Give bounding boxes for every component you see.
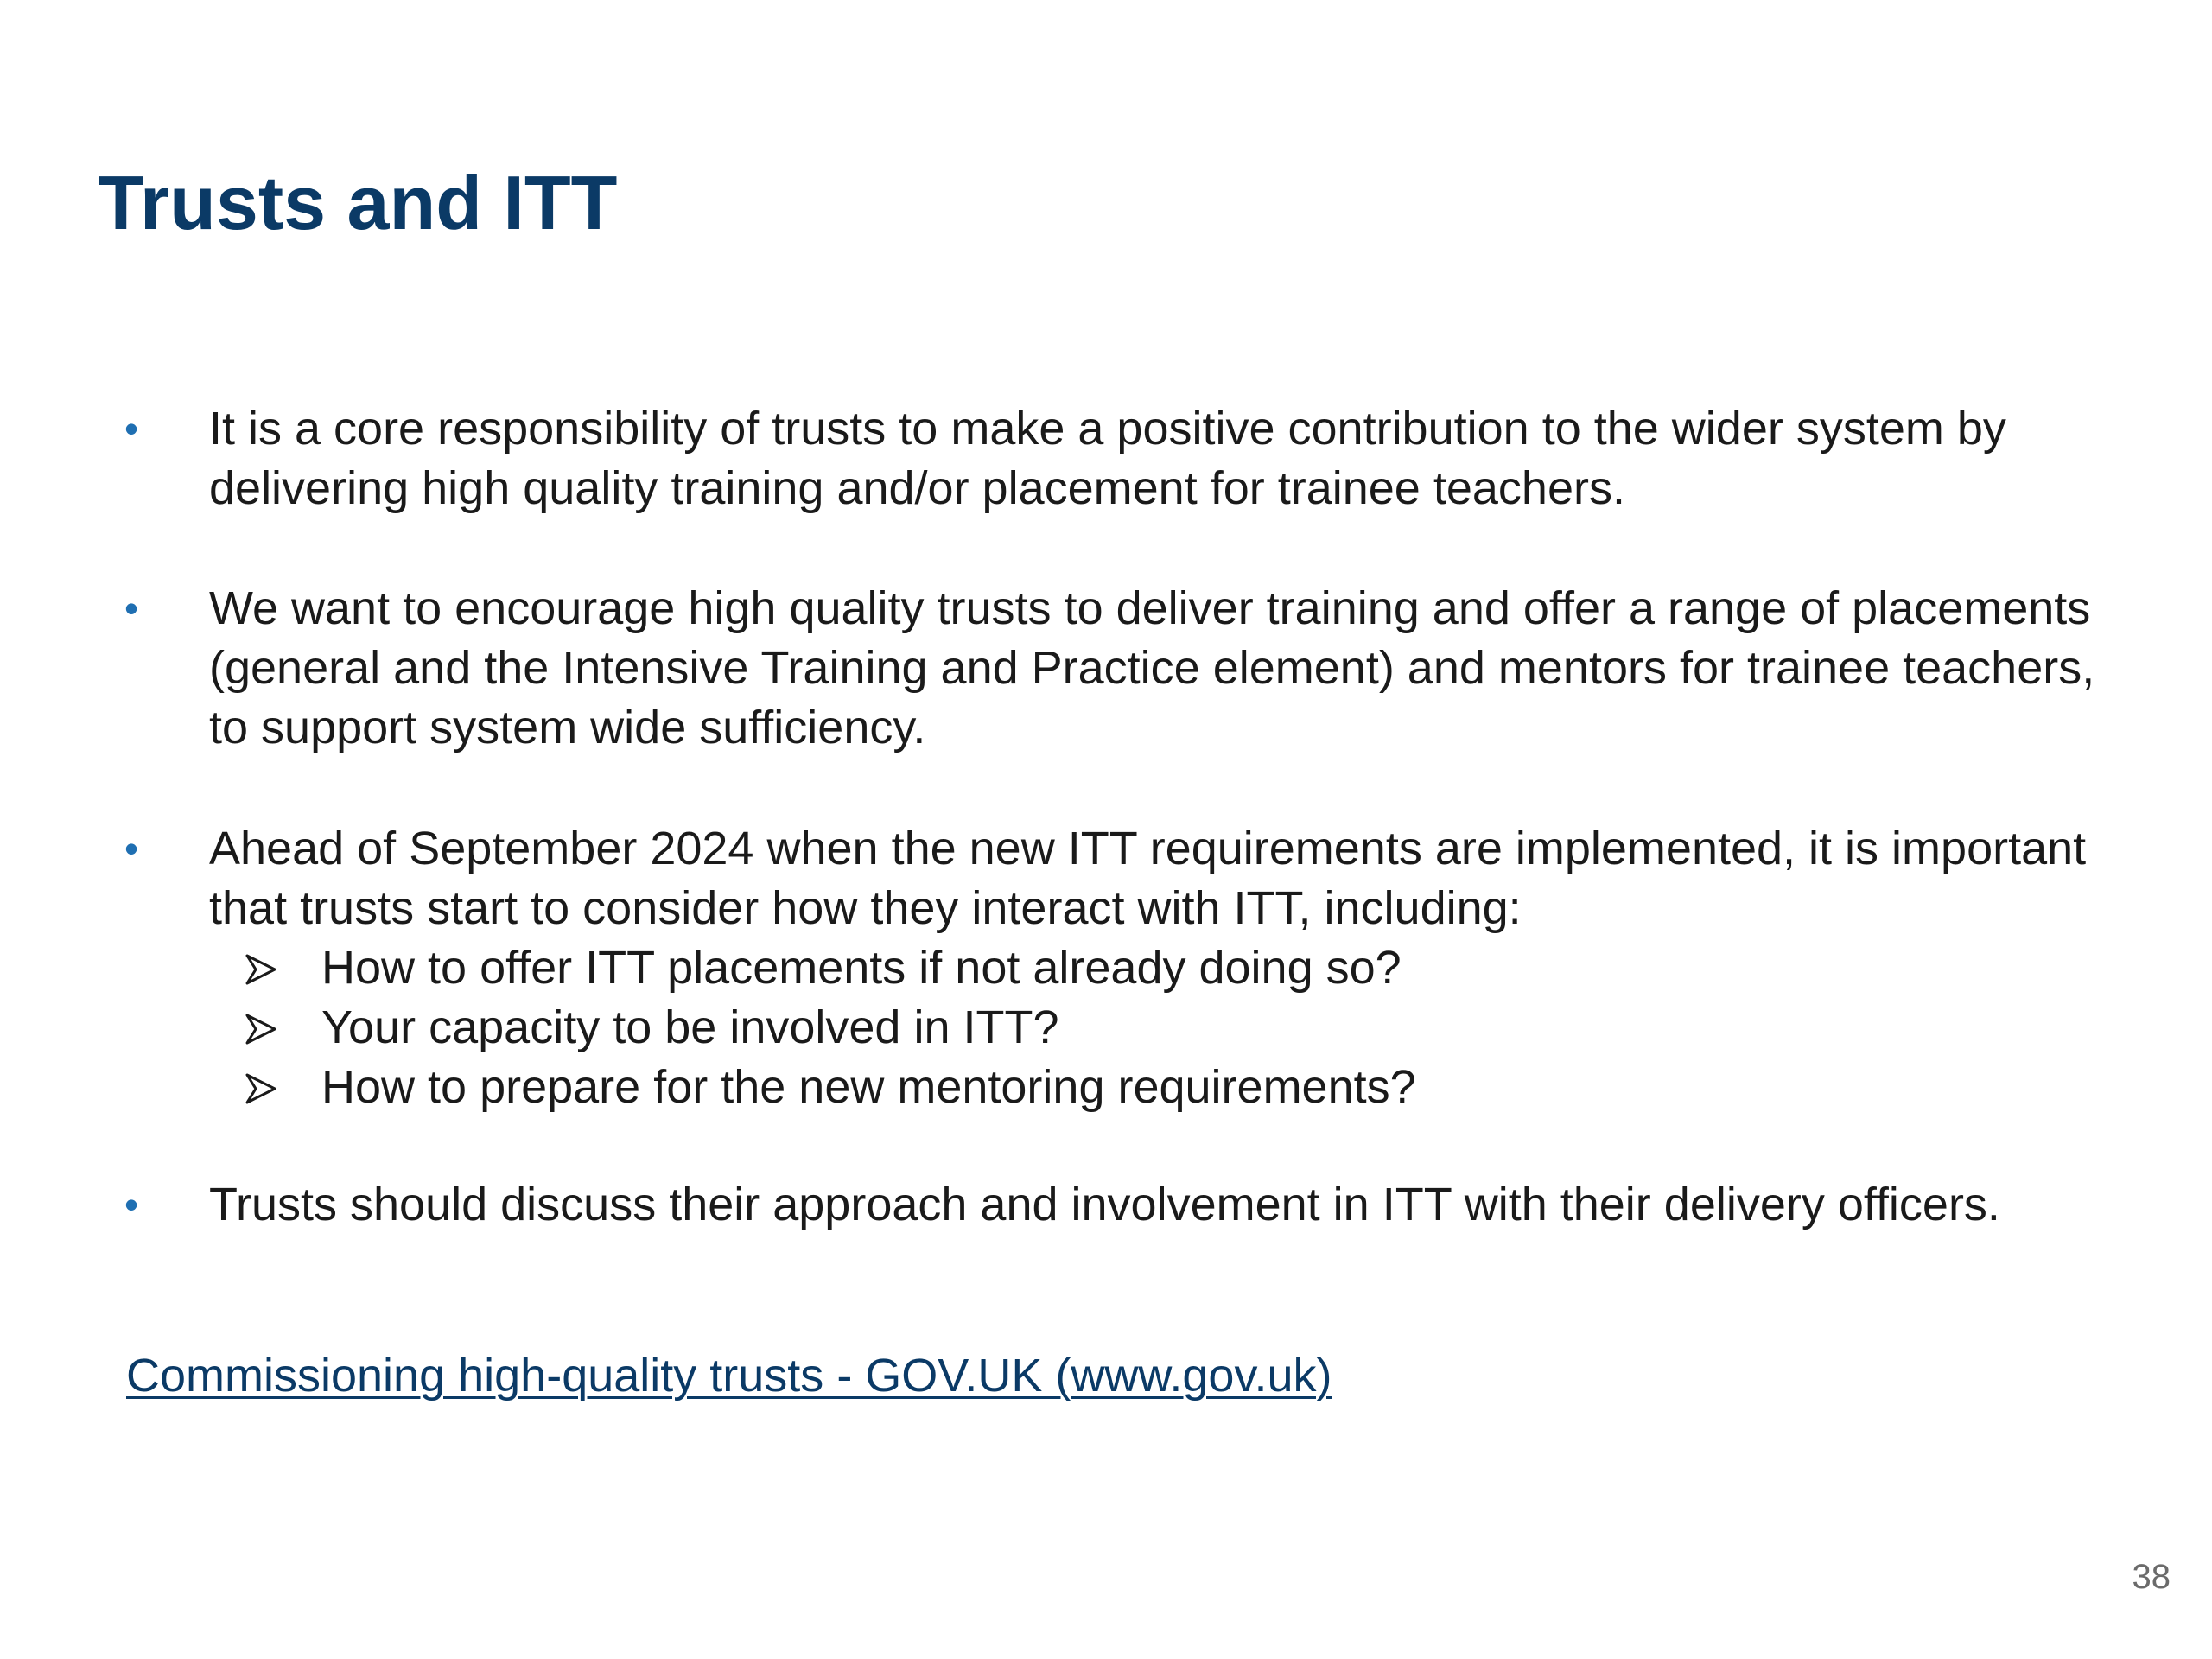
sub-item-text: Your capacity to be involved in ITT? <box>321 1001 1059 1053</box>
arrowhead-icon <box>244 952 278 987</box>
sub-item-text: How to offer ITT placements if not already doing so? <box>321 942 1402 994</box>
bullet-dot-icon: • <box>124 406 139 451</box>
sub-list-item <box>0 998 2212 1058</box>
arrowhead-icon <box>244 1071 278 1106</box>
slide-title: Trusts and ITT <box>98 160 618 245</box>
bullet-text: We want to encourage high quality trusts to deliver training and offer a range of placements (general and the Intensive Training and Practice element) and mentors for trainee teachers, to support system wide sufficiency. <box>209 582 2095 753</box>
bullet-text: Ahead of September 2024 when the new ITT requirements are implemented, it is important that trusts start to consider how they interact with ITT, including: <box>209 823 2087 934</box>
arrowhead-icon <box>244 1012 278 1046</box>
bullet-dot-icon: • <box>124 826 139 871</box>
sub-list-item <box>0 938 2212 998</box>
page-number: 38 <box>2132 1558 2171 1596</box>
bullet-text: Trusts should discuss their approach and involvement in ITT with their delivery officers. <box>209 1179 2000 1230</box>
bullet-dot-icon: • <box>124 586 139 631</box>
sub-list-item <box>0 1058 2212 1117</box>
bullet-text: It is a core responsibility of trusts to make a positive contribution to the wider system by delivering high quality training and/or placement for trainee teachers. <box>209 403 2006 514</box>
sub-item-text: How to prepare for the new mentoring requirements? <box>321 1061 1416 1113</box>
bullet-dot-icon: • <box>124 1182 139 1227</box>
gov-uk-link[interactable]: Commissioning high-quality trusts - GOV.UK (www.gov.uk) <box>126 1350 1332 1402</box>
